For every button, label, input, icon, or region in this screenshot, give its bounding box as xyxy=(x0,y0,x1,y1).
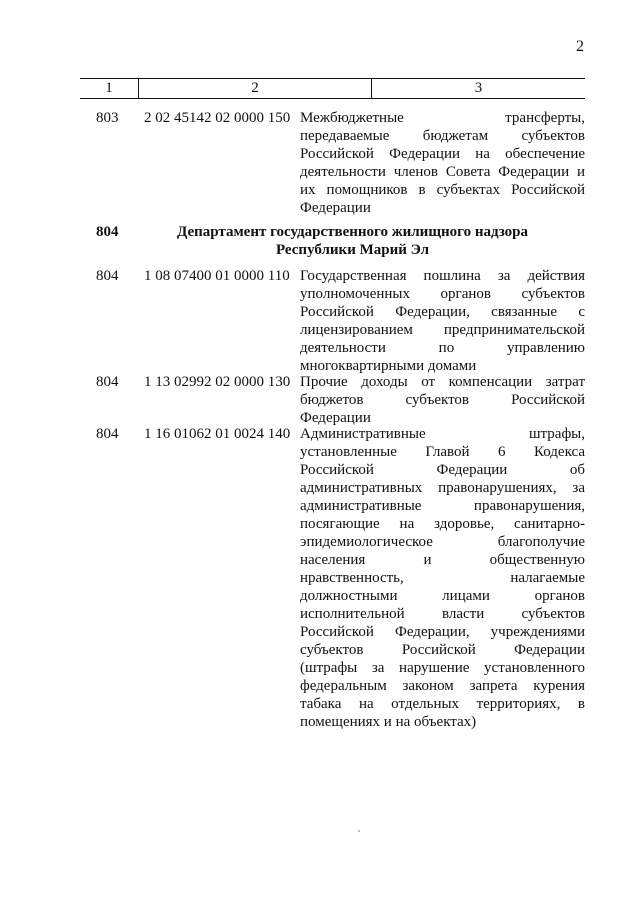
revenue-description xyxy=(300,425,585,731)
description-line: бюджетов субъектов Российской xyxy=(300,392,585,408)
budget-classification-code: 1 13 02992 02 0000 130 xyxy=(144,374,291,390)
description-line: табака на отдельных территориях, в xyxy=(300,696,585,712)
admin-code: 804 xyxy=(96,268,119,284)
description-line: деятельности по управлению xyxy=(300,340,585,356)
department-title-line: Республики Марий Эл xyxy=(275,242,430,258)
department-title xyxy=(140,223,565,259)
revenue-description xyxy=(300,373,585,427)
budget-classification-code: 1 08 07400 01 0000 110 xyxy=(144,268,290,284)
description-line: передаваемые бюджетам субъектов xyxy=(300,128,585,144)
description-line: их помощников в субъектах Российской xyxy=(300,182,585,198)
description-line: Российской Федерации об xyxy=(300,462,585,478)
description-line: Прочие доходы от компенсации затрат xyxy=(300,374,585,390)
description-line: Государственная пошлина за действия xyxy=(300,268,585,284)
description-line: административных правонарушениях, за xyxy=(300,480,585,496)
description-line: исполнительной власти субъектов xyxy=(300,606,585,622)
description-line: населения и общественную xyxy=(300,552,585,568)
description-line: должностными лицами органов xyxy=(300,588,585,604)
column-header-code: 2 xyxy=(139,79,372,98)
description-line: нравственность, налагаемые xyxy=(300,570,585,586)
admin-code: 803 xyxy=(96,110,119,126)
scan-speck xyxy=(358,830,360,832)
description-line: федеральным законом запрета курения xyxy=(300,678,585,694)
admin-code: 804 xyxy=(96,224,119,240)
page-number: 2 xyxy=(576,38,584,55)
description-line: многоквартирными домами xyxy=(300,358,477,374)
admin-code: 804 xyxy=(96,426,119,442)
description-line: Российской Федерации, учреждениями xyxy=(300,624,585,640)
description-line: Российской Федерации, связанные с xyxy=(300,304,585,320)
department-title-line: Департамент государственного жилищного надзора xyxy=(176,224,529,240)
description-line: лицензированием предпринимательской xyxy=(300,322,585,338)
column-header-admin: 1 xyxy=(80,79,139,98)
description-line: Российской Федерации на обеспечение xyxy=(300,146,585,162)
description-line: (штрафы за нарушение установленного xyxy=(300,660,585,676)
budget-classification-code: 1 16 01062 01 0024 140 xyxy=(144,426,291,442)
description-line: помещениях и на объектах) xyxy=(300,714,477,730)
description-line: административные правонарушения, xyxy=(300,498,585,514)
description-line: Федерации xyxy=(300,200,371,216)
description-line: деятельности членов Совета Федерации и xyxy=(300,164,585,180)
description-line: субъектов Российской Федерации xyxy=(300,642,585,658)
description-line: посягающие на здоровье, санитарно- xyxy=(300,516,585,532)
admin-code: 804 xyxy=(96,374,119,390)
table-header-row xyxy=(80,78,585,99)
description-line: Федерации xyxy=(300,410,371,426)
description-line: Межбюджетные трансферты, xyxy=(300,110,585,126)
budget-classification-code: 2 02 45142 02 0000 150 xyxy=(144,110,291,126)
description-line: Административные штрафы, xyxy=(300,426,585,442)
description-line: уполномоченных органов субъектов xyxy=(300,286,585,302)
column-header-name: 3 xyxy=(474,80,483,96)
description-line: установленные Главой 6 Кодекса xyxy=(300,444,585,460)
revenue-description xyxy=(300,267,585,375)
description-line: эпидемиологическое благополучие xyxy=(300,534,585,550)
revenue-description xyxy=(300,109,585,217)
